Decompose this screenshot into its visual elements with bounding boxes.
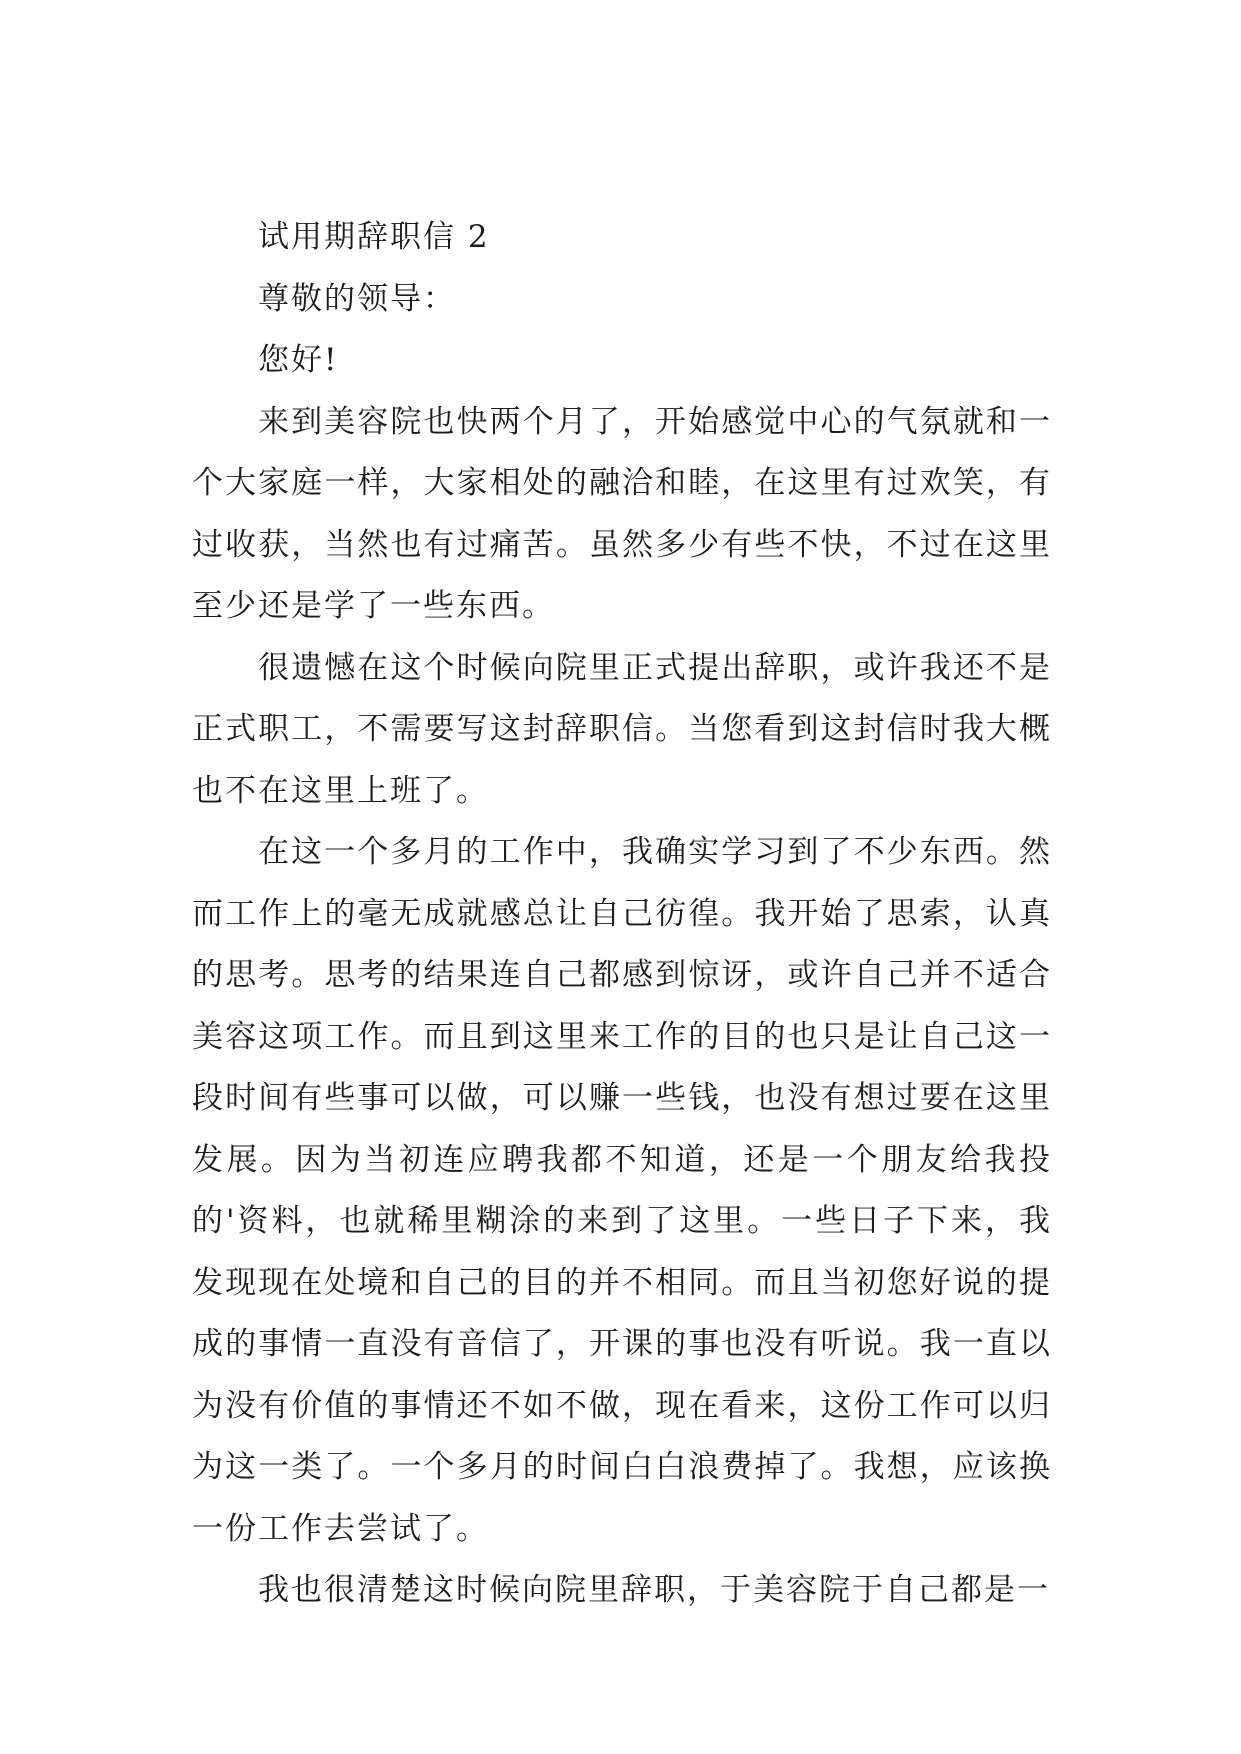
- letter-salutation: 尊敬的领导：: [258, 280, 456, 317]
- letter-body: [192, 207, 1052, 1622]
- letter-title: 试用期辞职信 2: [258, 219, 490, 255]
- paragraph-3: 在这一个多月的工作中，我确实学习到了不少东西。然而工作上的毫无成就感总让自己彷徨。我开始了思索，认真的思考。思考的结果连自己都感到惊讶，或许自己并不适合美容这项工作。而且到这里来工作的目的也只是让自己这一段时间有些事可以做，可以赚一些钱，也没有想过要在这里发展。因为当初连应聘我都不知道，还是一个朋友给我投的'资料，也就稀里糊涂的来到了这里。一些日子下来，我发现现在处境和自己的目的并不相同。而且当初您好说的提成的事情一直没有音信了，开课的事也没有听说。我一直以为没有价值的事情还不如不做，现在看来，这份工作可以归为这一类了。一个多月的时间白白浪费掉了。我想，应该换一份工作去尝试了。: [192, 834, 1052, 1547]
- paragraph-4: 我也很清楚这时候向院里辞职，于美容院于自己都是一: [258, 1572, 1050, 1608]
- paragraph-2: 很遗憾在这个时候向院里正式提出辞职，或许我还不是正式职工，不需要写这封辞职信。当您看到这封信时我大概也不在这里上班了。: [192, 649, 1052, 809]
- paragraph-1: 来到美容院也快两个月了，开始感觉中心的气氛就和一个大家庭一样，大家相处的融洽和睦，在这里有过欢笑，有过收获，当然也有过痛苦。虽然多少有些不快，不过在这里至少还是学了一些东西。: [192, 403, 1052, 624]
- letter-greeting: 您好!: [258, 342, 339, 378]
